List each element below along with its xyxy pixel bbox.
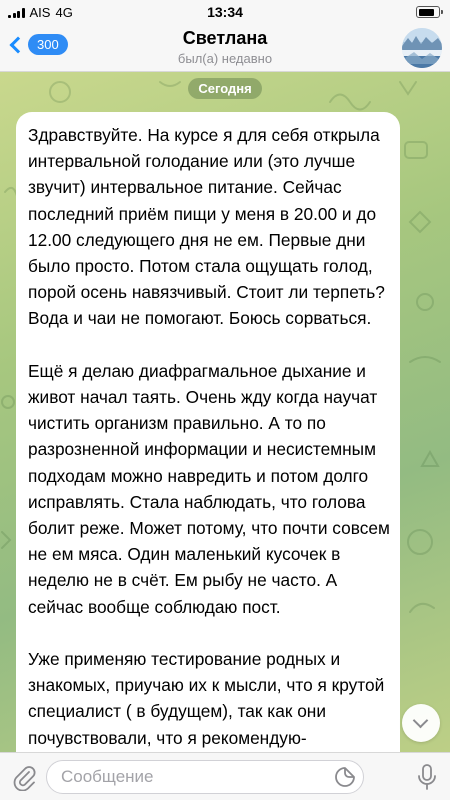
- chat-title-area[interactable]: [0, 28, 450, 66]
- chat-header: [0, 24, 450, 72]
- date-label: Сегодня: [188, 78, 261, 99]
- battery-level: [419, 9, 434, 16]
- sticker-icon[interactable]: [334, 766, 356, 788]
- message-paragraph: Здравствуйте. На курсе я для себя открыла интервальной голодание или (это лучше звучит) интервальное питание. Сейчас последний приём пищи у меня в 20.00 и до 12.00 следующего дня не ем. Первые дни было просто. Потом стала ощущать голод, порой осень навязчивый. Стоит ли терпеть? Вода и чаи не помогают. Боюсь сорваться.: [28, 125, 385, 329]
- paperclip-icon[interactable]: [10, 763, 38, 791]
- scroll-down-button[interactable]: [402, 704, 440, 742]
- status-bar: [0, 0, 450, 24]
- avatar-image: [402, 28, 442, 68]
- message-input-bar: [0, 752, 450, 800]
- avatar[interactable]: [402, 28, 442, 68]
- carrier-label: AIS: [29, 5, 51, 20]
- date-separator: [0, 78, 450, 99]
- chat-area[interactable]: [0, 72, 450, 752]
- battery-icon: [416, 6, 440, 18]
- network-label: 4G: [55, 5, 73, 20]
- message-paragraph: Ещё я делаю диафрагмальное дыхание и живот начал таять. Очень жду когда научат чистить организм правильно. А то по разрозненной информации и несистемным подходам можно навредить и потом долго исправлять. Стала наблюдать, что голова болит реже. Может потому, что почти совсем не ем мяса. Один маленький кусочек в неделю не в счёт. Ем рыбу не часто. А сейчас вообще соблюдаю пост.: [28, 360, 390, 617]
- microphone-icon[interactable]: [414, 763, 440, 791]
- chat-title: Светлана: [182, 28, 268, 48]
- message-input[interactable]: [46, 760, 364, 794]
- last-seen-status: был(а) недавно: [177, 51, 273, 66]
- chevron-down-icon: [413, 713, 429, 729]
- status-time: 13:34: [207, 4, 243, 20]
- message-paragraph: Уже применяю тестирование родных и знакомых, приучаю их к мысли, что я крутой специалист ( в будущем), так как они почувствовали, что я рекомендую-: [28, 649, 385, 748]
- message-bubble[interactable]: [16, 112, 400, 752]
- unread-count-badge: 300: [28, 34, 68, 55]
